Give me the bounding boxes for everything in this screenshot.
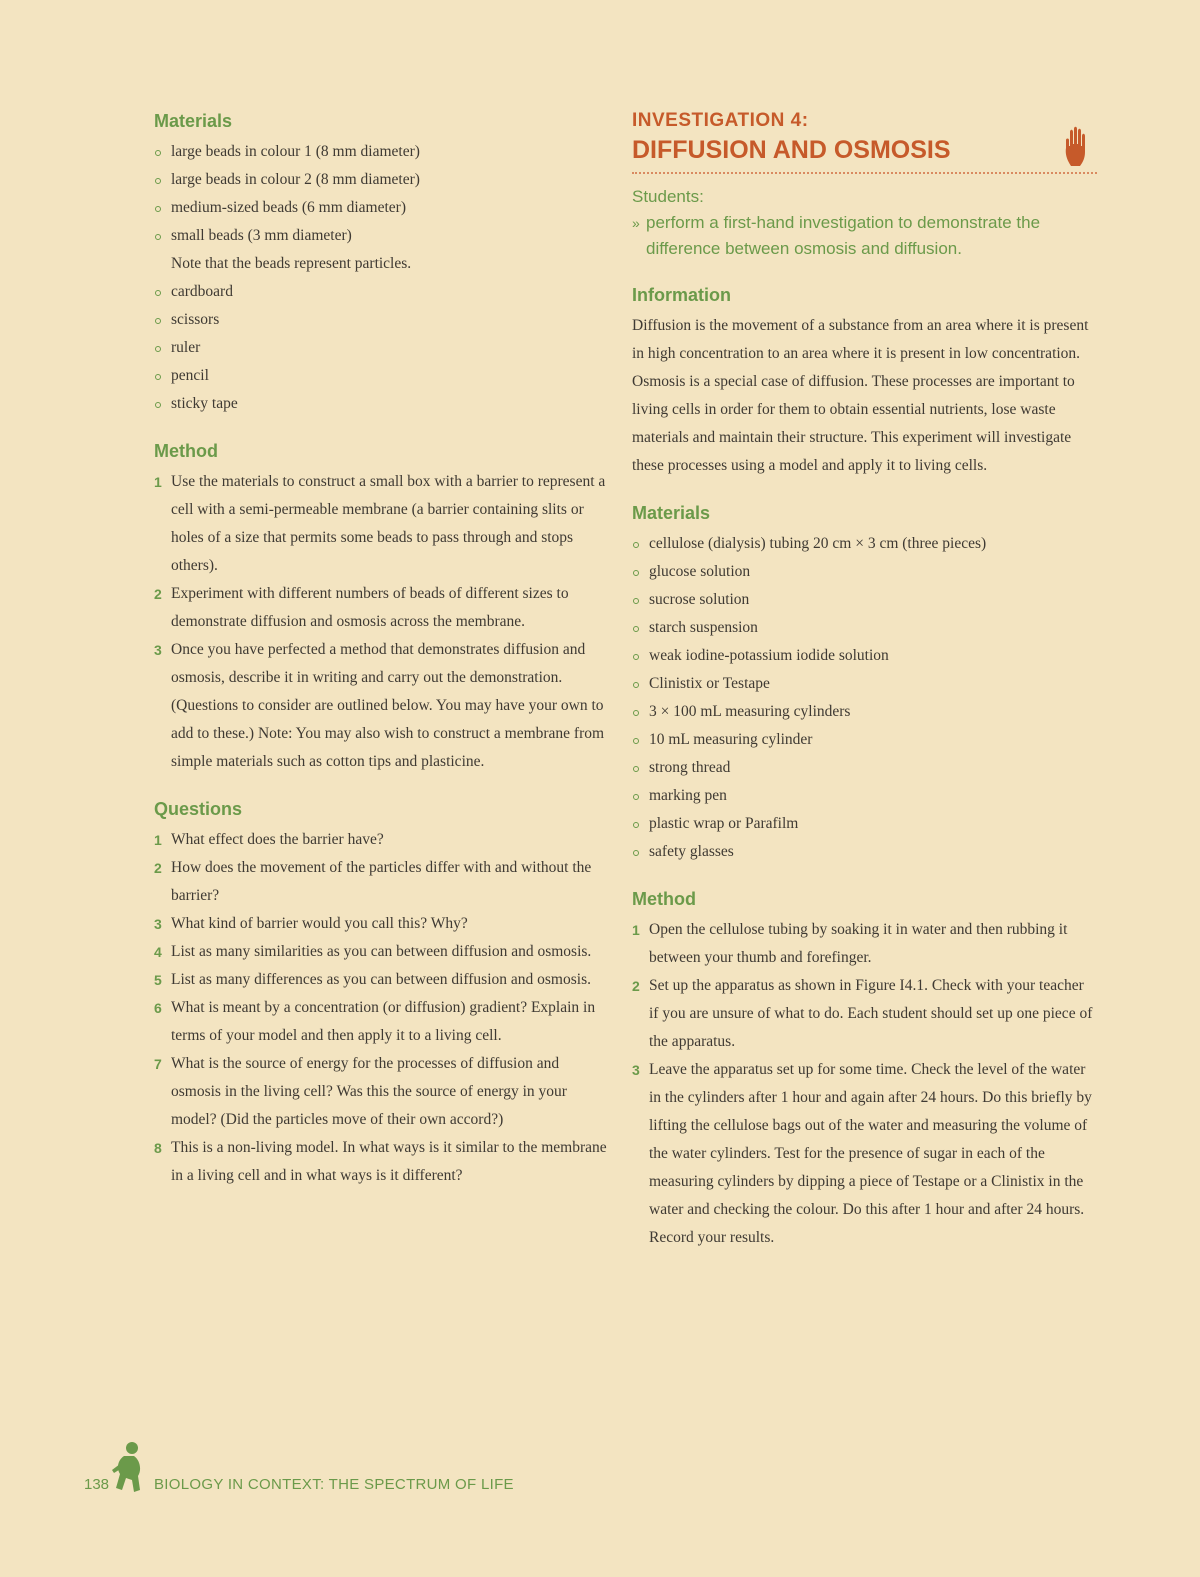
- information-text: Diffusion is the movement of a substance from an area where it is present in high concentration to an area where it is present in low concentration. Osmosis is a special case of diffusion. These processes are important to living cells in order for them to obtain essential nutrients, lose waste materials and maintain their structure. This experiment will investigate these processes using a model and apply it to living cells.: [632, 317, 1089, 474]
- list-item: cellulose (dialysis) tubing 20 cm × 3 cm (three pieces): [632, 530, 1097, 558]
- questions-heading: Questions: [154, 799, 243, 819]
- method-heading: Method: [154, 441, 218, 461]
- list-item: 10 mL measuring cylinder: [632, 726, 1097, 754]
- list-item: 1 Use the materials to construct a small box with a barrier to represent a cell with a semi-permeable membrane (a barrier containing slits or holes of a size that permits some beads to pass through and stops others).: [154, 473, 606, 574]
- list-item: ruler: [154, 334, 609, 362]
- list-item: medium-sized beads (6 mm diameter): [154, 194, 609, 222]
- list-item: 2 Experiment with different numbers of beads of different sizes to demonstrate diffusion and osmosis across the membrane.: [154, 585, 569, 630]
- students-label: Students:: [632, 187, 704, 206]
- list-item: marking pen: [632, 782, 1097, 810]
- list-item: 2 How does the movement of the particles differ with and without the barrier?: [154, 859, 592, 904]
- materials-note: Note that the beads represent particles.: [171, 255, 412, 272]
- list-item: small beads (3 mm diameter): [154, 222, 609, 250]
- list-item: sucrose solution: [632, 586, 1097, 614]
- mascot-icon: [110, 1440, 148, 1496]
- list-item: 5 List as many differences as you can between diffusion and osmosis.: [154, 971, 591, 988]
- information-heading: Information: [632, 285, 731, 305]
- investigation-title: DIFFUSION AND OSMOSIS: [632, 134, 1097, 174]
- right-column: [632, 108, 1097, 1252]
- investigation-label: INVESTIGATION 4:: [632, 110, 809, 131]
- page-footer: [84, 1440, 684, 1500]
- list-item: cardboard: [154, 278, 609, 306]
- list-item: 6 What is meant by a concentration (or diffusion) gradient? Explain in terms of your model and then apply it to a living cell.: [154, 999, 596, 1044]
- list-item: glucose solution: [632, 558, 1097, 586]
- materials-list: [632, 530, 1097, 866]
- materials-list-2: [154, 278, 609, 418]
- materials-heading: Materials: [154, 111, 233, 131]
- list-item: large beads in colour 1 (8 mm diameter): [154, 138, 609, 166]
- page-number: 138: [84, 1476, 110, 1493]
- list-item: 7 What is the source of energy for the processes of diffusion and osmosis in the living cell? Was this the source of energy in your model? (Did the particles move of their own accord?): [154, 1055, 567, 1128]
- questions-list: [154, 826, 609, 1190]
- list-item: sticky tape: [154, 390, 609, 418]
- list-item: scissors: [154, 306, 609, 334]
- list-item: 1 Open the cellulose tubing by soaking it in water and then rubbing it between your thumb and forefinger.: [632, 921, 1068, 966]
- list-item: large beads in colour 2 (8 mm diameter): [154, 166, 609, 194]
- objective: » perform a first-hand investigation to demonstrate the difference between osmosis and diffusion.: [632, 210, 1097, 262]
- hand-icon: [1063, 126, 1091, 168]
- left-column: [154, 108, 609, 1190]
- list-item: 3 Leave the apparatus set up for some time. Check the level of the water in the cylinders after 1 hour and again after 24 hours. Do this briefly by lifting the cellulose bags out of the water and measuring the volume of the water cylinders. Test for the presence of sugar in each of the measuring cylinders by dipping a piece of Testape or a Clinistix in the water and checking the colour. Do this after 1 hour and after 24 hours. Record your results.: [632, 1061, 1092, 1246]
- method-list: [154, 468, 609, 776]
- list-item: 3 × 100 mL measuring cylinders: [632, 698, 1097, 726]
- list-item: 2 Set up the apparatus as shown in Figure I4.1. Check with your teacher if you are unsure of what to do. Each student should set up one piece of the apparatus.: [632, 977, 1093, 1050]
- book-title: BIOLOGY IN CONTEXT: THE SPECTRUM OF LIFE: [154, 1476, 514, 1493]
- method-heading: Method: [632, 889, 696, 909]
- list-item: safety glasses: [632, 838, 1097, 866]
- list-item: pencil: [154, 362, 609, 390]
- list-item: 3 What kind of barrier would you call this? Why?: [154, 915, 468, 932]
- materials-heading: Materials: [632, 503, 711, 523]
- materials-list: [154, 138, 609, 250]
- list-item: starch suspension: [632, 614, 1097, 642]
- method-list: [632, 916, 1097, 1252]
- list-item: 8 This is a non-living model. In what ways is it similar to the membrane in a living cell and in what ways is it different?: [154, 1139, 607, 1184]
- list-item: weak iodine-potassium iodide solution: [632, 642, 1097, 670]
- list-item: plastic wrap or Parafilm: [632, 810, 1097, 838]
- list-item: 1 What effect does the barrier have?: [154, 831, 384, 848]
- list-item: Clinistix or Testape: [632, 670, 1097, 698]
- list-item: 4 List as many similarities as you can between diffusion and osmosis.: [154, 943, 592, 960]
- list-item: 3 Once you have perfected a method that demonstrates diffusion and osmosis, describe it in writing and carry out the demonstration. (Questions to consider are outlined below. You may have your own to add to these.) Note: You may also wish to construct a membrane from simple materials such as cotton tips and plasticine.: [154, 641, 605, 770]
- list-item: strong thread: [632, 754, 1097, 782]
